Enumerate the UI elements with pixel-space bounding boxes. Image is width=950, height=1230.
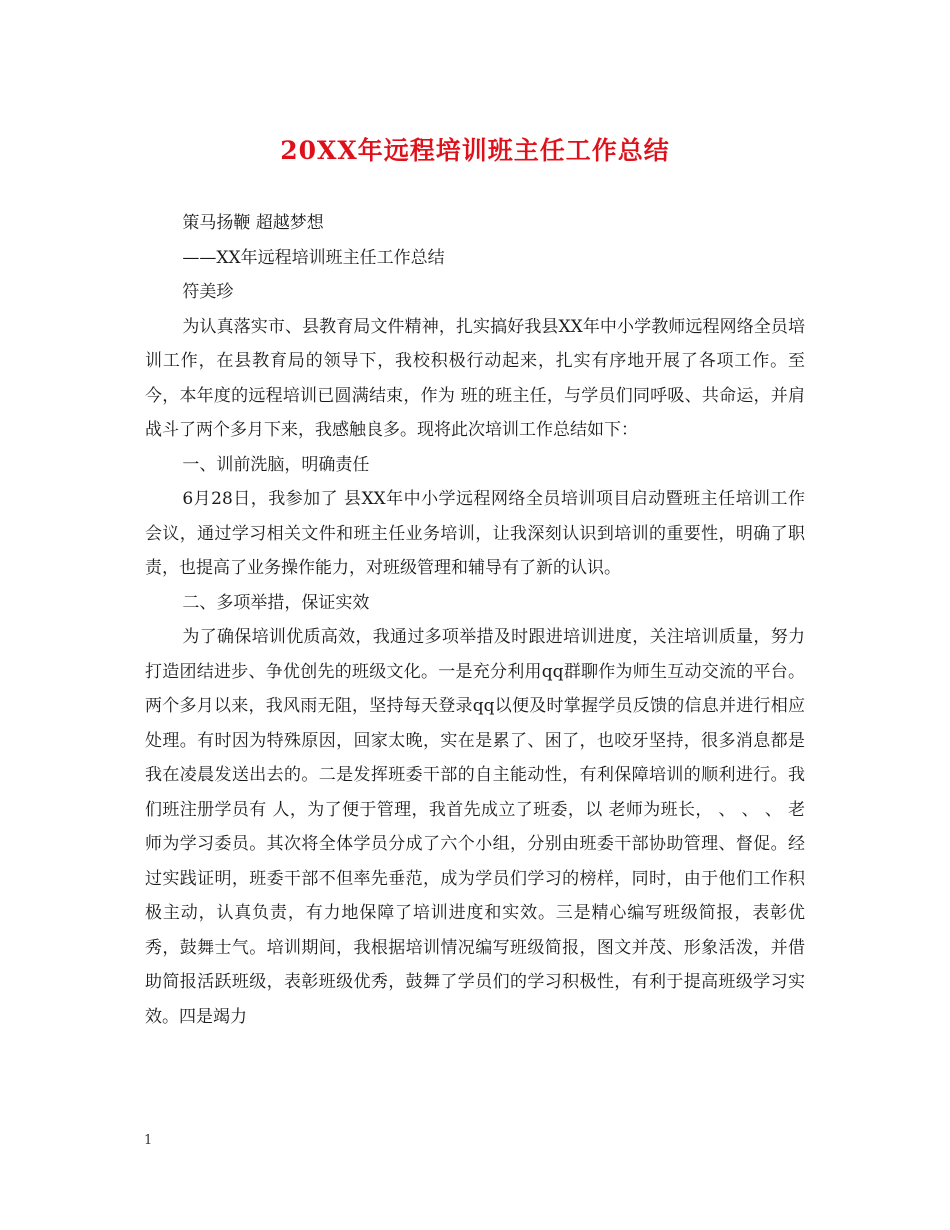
document-title: 20XX年远程培训班主任工作总结 bbox=[280, 136, 670, 165]
body-paragraph: 6月28日，我参加了 县XX年中小学远程网络全员培训项目启动暨班主任培训工作会议，通过学习相关文件和班主任业务培训，让我深刻认识到培训的重要性，明确了职责，也提高了业务操作能力，对班级管理和辅导有了新的认识。 bbox=[145, 489, 805, 578]
body-paragraph: 策马扬鞭 超越梦想 bbox=[182, 213, 324, 233]
page-number: 1 bbox=[144, 1133, 153, 1148]
body-paragraph: 为认真落实市、县教育局文件精神，扎实搞好我县XX年中小学教师远程网络全员培训工作，在县教育局的领导下，我校积极行动起来，扎实有序地开展了各项工作。至今，本年度的远程培训已圆满结束，作为 班的班主任，与学员们同呼吸、共命运，并肩战斗了两个多月下来，我感触良多。现将此次培训工作总结如下： bbox=[145, 316, 805, 440]
body-paragraph: 为了确保培训优质高效，我通过多项举措及时跟进培训进度，关注培训质量，努力打造团结进步、争优创先的班级文化。一是充分利用qq群聊作为师生互动交流的平台。两个多月以来，我风雨无阻，坚持每天登录qq以便及时掌握学员反馈的信息并进行相应处理。有时因为特殊原因，回家太晚，实在是累了、困了，也咬牙坚持，很多消息都是我在凌晨发送出去的。二是发挥班委干部的自主能动性，有利保障培训的顺利进行。我们班注册学员有 人，为了便于管理，我首先成立了班委，以 老师为班长， 、 、 、 老师为学习委员。其次将全体学员分成了六个小组，分别由班委干部协助管理、督促。经过实践证明，班委干部不但率先垂范，成为学员们学习的榜样，同时，由于他们工作积极主动，认真负责，有力地保障了培训进度和实效。三是精心编写班级简报，表彰优秀，鼓舞士气。培训期间，我根据培训情况编写班级简报，图文并茂、形象活泼，并借助简报活跃班级，表彰班级优秀，鼓舞了学员们的学习积极性，有利于提高班级学习实效。四是竭力 bbox=[145, 627, 805, 1027]
section-heading: 一、训前洗脑，明确责任 bbox=[182, 454, 370, 475]
document-body bbox=[145, 206, 805, 1034]
body-paragraph: ——XX年远程培训班主任工作总结 bbox=[182, 247, 445, 268]
section-heading: 二、多项举措，保证实效 bbox=[182, 592, 370, 613]
body-paragraph: 符美珍 bbox=[182, 282, 234, 302]
